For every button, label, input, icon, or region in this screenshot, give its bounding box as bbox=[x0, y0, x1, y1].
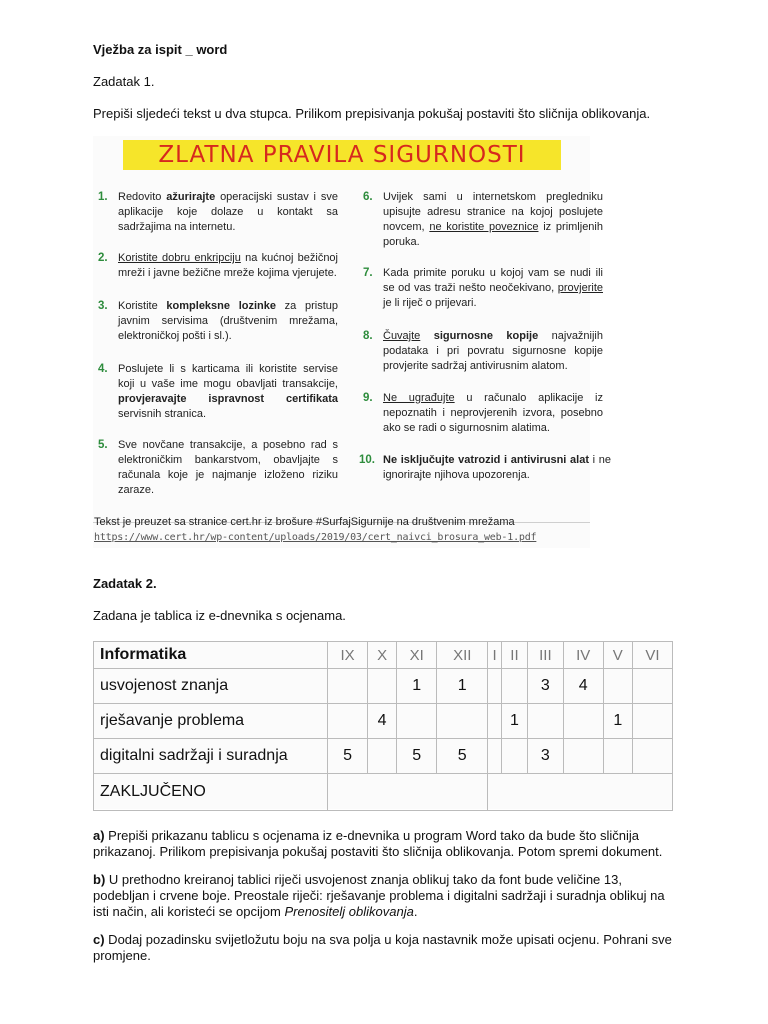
grade-cell bbox=[563, 739, 603, 774]
grade-cell: 3 bbox=[528, 739, 564, 774]
rule-item: 5. Sve novčane transakcije, a posebno rad s elektroničkim bankarstvom, obavljajte s računala koje je najmanje izloženo riziku zaraze. bbox=[98, 439, 338, 496]
document-title: Vježba za ispit _ word bbox=[93, 42, 228, 57]
grade-cell: 5 bbox=[437, 739, 488, 774]
rule-item: 6. Uvijek sami u internetskom pregledniku upisujte adresu stranice na kojoj poslujete novcem, ne koristite poveznice iz primljenih poruka. bbox=[363, 191, 603, 248]
rule-item: 1. Redovito ažurirajte operacijski sustav i sve aplikacije koje dolaze u kontakt sa sadržajima na internetu. bbox=[98, 191, 338, 233]
rule-number: 1. bbox=[98, 191, 108, 203]
table-header-row bbox=[94, 642, 673, 669]
grade-cell bbox=[563, 704, 603, 739]
grade-cell bbox=[632, 669, 672, 704]
task-a-text: Prepiši prikazanu tablicu s ocjenama iz e-dnevnika u program Word tako da bude što sličnija prikazanoj. Prilikom prepisivanja pokušaj postaviti što sličnija oblikovanja. Potom spremi dokument. bbox=[93, 828, 663, 859]
rule-item: 10. Ne isključujte vatrozid i antivirusni alat i ne ignorirajte njihova upozorenja. bbox=[359, 454, 611, 481]
task1-instruction: Prepiši sljedeći tekst u dva stupca. Prilikom prepisivanja pokušaj postaviti što sličnija oblikovanja. bbox=[93, 106, 651, 121]
grade-cell bbox=[488, 739, 502, 774]
grade-cell: 5 bbox=[328, 739, 368, 774]
grade-cell bbox=[632, 704, 672, 739]
rule-item: 4. Poslujete li s karticama ili koristite servise koji u vaše ime mogu obavljati transakcije, provjeravajte ispravnost certifikata servisnih stranica. bbox=[98, 363, 338, 420]
task-b-italic: Prenositelj oblikovanja bbox=[284, 904, 414, 919]
grade-cell bbox=[632, 739, 672, 774]
rule-number: 9. bbox=[363, 392, 373, 404]
task-b-end: . bbox=[413, 904, 418, 919]
grade-cell bbox=[368, 669, 397, 704]
rule-number: 4. bbox=[98, 363, 108, 375]
grade-cell: 1 bbox=[397, 669, 437, 704]
grade-cell bbox=[603, 669, 632, 704]
grade-cell: 4 bbox=[368, 704, 397, 739]
month-header: XII bbox=[437, 642, 488, 669]
table-row bbox=[94, 704, 673, 739]
rule-number: 6. bbox=[363, 191, 373, 203]
row-label: usvojenost znanja bbox=[94, 669, 328, 704]
task-b bbox=[93, 872, 673, 920]
row-label: digitalni sadržaji i suradnja bbox=[94, 739, 328, 774]
task-c bbox=[93, 932, 673, 964]
grade-cell bbox=[397, 704, 437, 739]
rule-number: 3. bbox=[98, 300, 108, 312]
table-row bbox=[94, 669, 673, 704]
subject-cell: Informatika bbox=[94, 642, 328, 669]
month-header: I bbox=[488, 642, 502, 669]
task-a bbox=[93, 828, 673, 860]
grade-cell bbox=[328, 669, 368, 704]
row-label: rješavanje problema bbox=[94, 704, 328, 739]
rule-item: 9. Ne ugrađujte u računalo aplikacije iz nepoznatih i neprovjerenih izvora, posebno ako se radi o sigurnosnim alatima. bbox=[363, 392, 603, 434]
final-second-term bbox=[488, 774, 673, 811]
task2-intro: Zadana je tablica iz e-dnevnika s ocjenama. bbox=[93, 608, 346, 623]
grade-cell: 1 bbox=[437, 669, 488, 704]
grade-cell bbox=[437, 704, 488, 739]
source-note: Tekst je preuzet sa stranice cert.hr iz brošure #SurfajSigurnije na društvenim mrežama bbox=[94, 516, 515, 528]
rule-number: 8. bbox=[363, 330, 373, 342]
grade-table bbox=[93, 641, 673, 811]
grade-cell: 4 bbox=[563, 669, 603, 704]
grade-cell bbox=[603, 739, 632, 774]
grade-cell bbox=[328, 704, 368, 739]
final-label: ZAKLJUČENO bbox=[94, 774, 328, 811]
task-b-text: U prethodno kreiranoj tablici riječi usvojenost znanja oblikuj tako da font bude veličine 13, podebljan i crvene boje. Preostale riječi: rješavanje problema i digitalni sadržaji i suradnja oblikuj na isti način, ali koristeći se opcijom bbox=[93, 872, 665, 919]
month-header: IV bbox=[563, 642, 603, 669]
month-header: X bbox=[368, 642, 397, 669]
month-header: IX bbox=[328, 642, 368, 669]
grade-cell: 5 bbox=[397, 739, 437, 774]
rules-banner bbox=[123, 140, 561, 170]
grade-cell: 1 bbox=[603, 704, 632, 739]
task-c-label: c) bbox=[93, 932, 105, 947]
month-header: V bbox=[603, 642, 632, 669]
grade-cell bbox=[488, 669, 502, 704]
table-row bbox=[94, 739, 673, 774]
rule-item: 7. Kada primite poruku u kojoj vam se nudi ili se od vas traži nešto neočekivano, provjerite je li riječ o prijevari. bbox=[363, 267, 603, 309]
grade-cell bbox=[528, 704, 564, 739]
task-c-text: Dodaj pozadinsku svijetložutu boju na sva polja u koja nastavnik može upisati ocjenu. Pohrani sve promjene. bbox=[93, 932, 672, 963]
rule-number: 2. bbox=[98, 252, 108, 264]
grade-cell bbox=[501, 739, 527, 774]
rules-banner-title: ZLATNA PRAVILA SIGURNOSTI bbox=[158, 142, 526, 168]
final-first-term bbox=[328, 774, 488, 811]
grade-cell: 1 bbox=[501, 704, 527, 739]
rule-number: 10. bbox=[359, 454, 375, 466]
task-b-label: b) bbox=[93, 872, 106, 887]
task1-heading: Zadatak 1. bbox=[93, 74, 155, 89]
month-header: VI bbox=[632, 642, 672, 669]
grade-cell bbox=[488, 704, 502, 739]
grade-table-image bbox=[93, 641, 673, 809]
rule-item: 2. Koristite dobru enkripciju na kućnoj bežičnoj mreži i javne bežične mreže kojima vjerujete. bbox=[98, 252, 338, 279]
month-header: XI bbox=[397, 642, 437, 669]
task-a-label: a) bbox=[93, 828, 105, 843]
rule-item: 8. Čuvajte sigurnosne kopije najvažnijih podataka i pri povratu sigurnosne kopije provjerite sadržaj antivirusnim alatom. bbox=[363, 330, 603, 372]
month-header: III bbox=[528, 642, 564, 669]
grade-cell bbox=[368, 739, 397, 774]
task2-heading: Zadatak 2. bbox=[93, 576, 157, 591]
rule-number: 5. bbox=[98, 439, 108, 451]
rule-item: 3. Koristite kompleksne lozinke za pristup javnim servisima (društvenim mrežama, elektroničkoj pošti i sl.). bbox=[98, 300, 338, 342]
rule-number: 7. bbox=[363, 267, 373, 279]
security-rules-image bbox=[93, 136, 611, 548]
grade-cell bbox=[501, 669, 527, 704]
grade-cell: 3 bbox=[528, 669, 564, 704]
month-header: II bbox=[501, 642, 527, 669]
source-url[interactable]: https://www.cert.hr/wp-content/uploads/2019/03/cert_naivci_brosura_web-1.pdf bbox=[94, 532, 537, 543]
final-row bbox=[94, 774, 673, 811]
